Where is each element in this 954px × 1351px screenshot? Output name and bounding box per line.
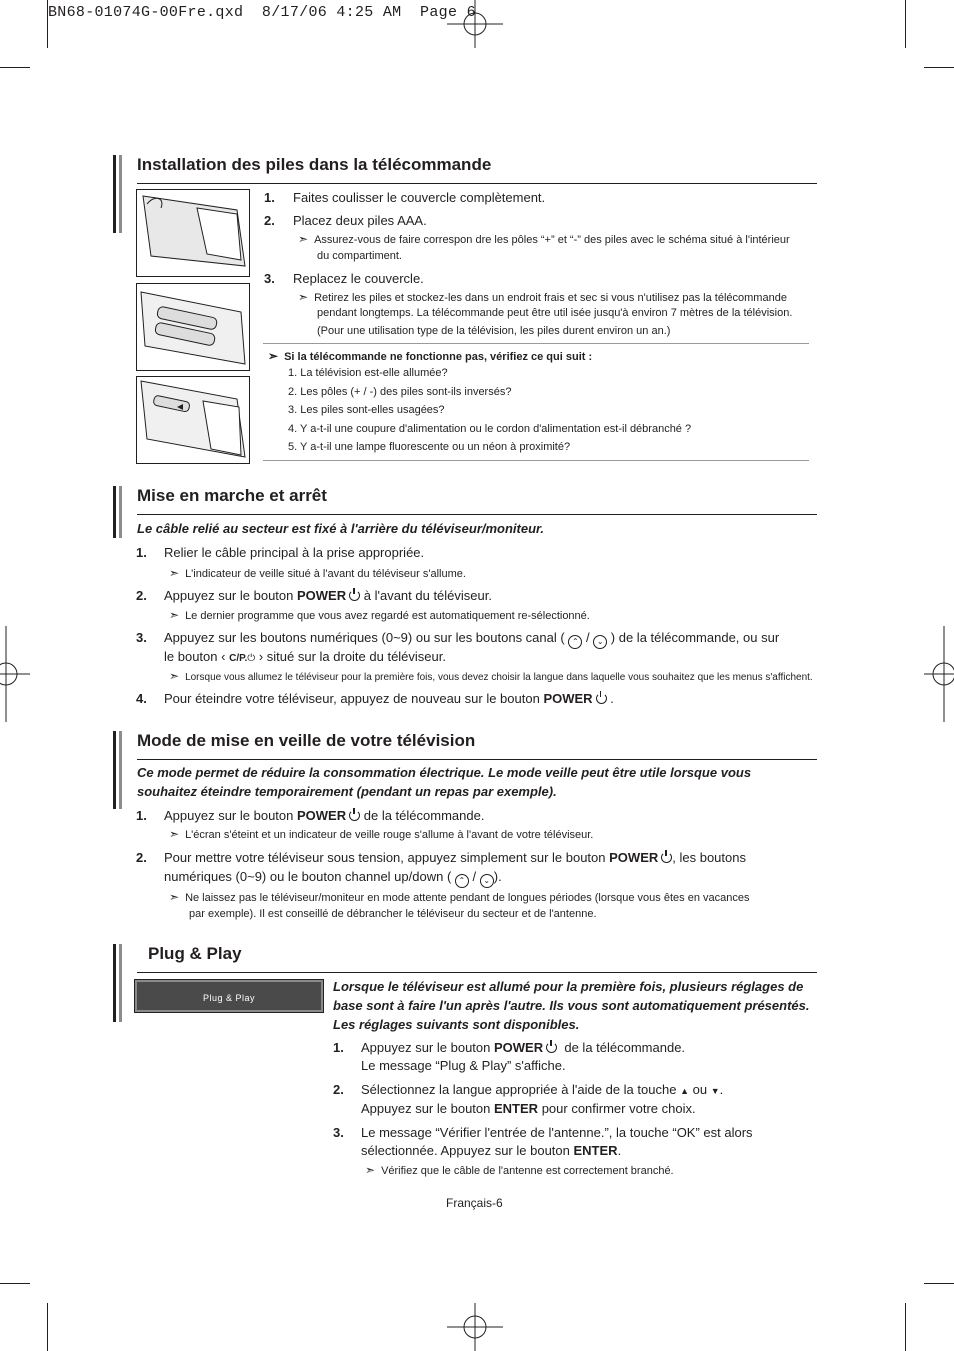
power-icon xyxy=(661,852,672,863)
section-bar xyxy=(119,944,122,1022)
crop-mark xyxy=(924,1283,954,1284)
crop-mark xyxy=(905,1303,906,1351)
step-text: Le message “Plug & Play” s'affiche. xyxy=(361,1058,566,1073)
note: (Pour une utilisation type de la télévision, les piles durent environ un an.) xyxy=(317,325,671,337)
channel-up-icon: ⌃ xyxy=(568,635,582,649)
step-number: 1. xyxy=(333,1040,344,1055)
crop-mark xyxy=(905,0,906,48)
note: ➣ L'écran s'éteint et un indicateur de veille rouge s'allume à l'avant de votre téléviseur. xyxy=(169,827,594,841)
arrow-up-icon: ▲ xyxy=(680,1086,689,1096)
section-rule xyxy=(137,972,817,973)
step-text: le bouton ‹ C/P.⏻ › situé sur la droite du téléviseur. xyxy=(164,649,446,664)
note-arrow-icon: ➣ xyxy=(268,349,279,363)
section-bar xyxy=(119,486,122,538)
step-text: Placez deux piles AAA. xyxy=(293,213,427,228)
crop-mark xyxy=(47,1303,48,1351)
power-icon xyxy=(546,1042,557,1053)
power-icon xyxy=(596,693,607,704)
section-rule xyxy=(137,183,817,184)
step-number: 4. xyxy=(136,691,147,706)
step-number: 3. xyxy=(333,1125,344,1140)
file-header: BN68-01074G-00Fre.qxd 8/17/06 4:25 AM Page 6 xyxy=(48,4,476,21)
section-intro: Le câble relié au secteur est fixé à l'arrière du téléviseur/moniteur. xyxy=(137,521,544,536)
step-text: Faites coulisser le couvercle complètement. xyxy=(293,190,546,205)
section-intro: Lorsque le téléviseur est allumé pour la première fois, plusieurs réglages de xyxy=(333,979,804,994)
step-number: 1. xyxy=(264,190,275,205)
step-text: Sélectionnez la langue appropriée à l'aide de la touche ▲ ou ▼. xyxy=(361,1082,724,1097)
note: ➣ Ne laissez pas le téléviseur/moniteur en mode attente pendant de longues périodes (lorsque vous êtes en vacances xyxy=(169,890,750,904)
note-arrow-icon: ➣ xyxy=(298,290,309,304)
power-icon xyxy=(349,810,360,821)
note-arrow-icon: ➣ xyxy=(169,566,180,580)
note: ➣ Retirez les piles et stockez-les dans un endroit frais et sec si vous n'utilisez pas la télécommande xyxy=(298,290,787,304)
trouble-item: 2. Les pôles (+ / -) des piles sont-ils inversés? xyxy=(288,386,512,398)
channel-down-icon: ⌄ xyxy=(593,635,607,649)
note: du compartiment. xyxy=(317,250,402,262)
note: ➣ Assurez-vous de faire correspon dre les pôles “+” et “-” des piles avec le schéma situé à l'intérieur xyxy=(298,232,790,246)
section-bar xyxy=(113,731,116,809)
registration-mark-icon xyxy=(0,626,30,722)
step-number: 2. xyxy=(264,213,275,228)
section-bar xyxy=(119,731,122,809)
step-text: Relier le câble principal à la prise appropriée. xyxy=(164,545,425,560)
step-text: numériques (0~9) ou le bouton channel up/down ( ⌃ / ⌄ ). xyxy=(164,869,502,888)
channel-down-icon: ⌄ xyxy=(480,874,494,888)
section-intro: souhaitez éteindre temporairement (pendant un repas par exemple). xyxy=(137,784,557,799)
step-number: 2. xyxy=(136,850,147,865)
section-bar xyxy=(113,486,116,538)
note-arrow-icon: ➣ xyxy=(169,669,180,683)
section-bar xyxy=(113,155,116,233)
section-title: Mise en marche et arrêt xyxy=(137,486,327,505)
crop-mark xyxy=(0,1283,30,1284)
note-arrow-icon: ➣ xyxy=(169,827,180,841)
registration-mark-icon xyxy=(447,0,503,48)
step-text: Appuyez sur les boutons numériques (0~9) ou sur les boutons canal ( ⌃ / ⌄ ) de la télécommande, ou sur xyxy=(164,630,779,649)
power-small-icon: ⏻ xyxy=(247,653,256,664)
note-arrow-icon: ➣ xyxy=(169,890,180,904)
step-number: 3. xyxy=(136,630,147,645)
trouble-item: 5. Y a-t-il une lampe fluorescente ou un néon à proximité? xyxy=(288,441,571,453)
note: pendant longtemps. La télécommande peut être util isée jusqu'à environ 7 mètres de la télévision. xyxy=(317,307,793,319)
note: ➣ L'indicateur de veille situé à l'avant du téléviseur s'allume. xyxy=(169,566,466,580)
chevron-right-icon: › xyxy=(258,649,264,664)
section-bar xyxy=(119,155,122,233)
note: ➣ Lorsque vous allumez le téléviseur pour la première fois, vous devez choisir la langue dans laquelle vous souhaitez que les menus s'affichent. xyxy=(169,669,813,683)
crop-mark xyxy=(924,67,954,68)
page-footer: Français-6 xyxy=(446,1196,503,1210)
step-text: Le message “Vérifier l'entrée de l'antenne.”, la touche “OK” est alors xyxy=(361,1125,753,1140)
step-number: 3. xyxy=(264,271,275,286)
section-rule xyxy=(137,514,817,515)
box-rule xyxy=(263,460,809,461)
note-arrow-icon: ➣ xyxy=(365,1163,376,1177)
trouble-item: 3. Les piles sont-elles usagées? xyxy=(288,404,445,416)
step-text: Appuyez sur le bouton POWER de la télécommande. xyxy=(361,1040,686,1055)
channel-up-icon: ⌃ xyxy=(455,874,469,888)
crop-mark xyxy=(47,0,48,48)
box-rule xyxy=(263,343,809,344)
power-icon xyxy=(349,590,360,601)
note: ➣ Le dernier programme que vous avez regardé est automatiquement re-sélectionné. xyxy=(169,608,590,622)
step-number: 1. xyxy=(136,808,147,823)
note: par exemple). Il est conseillé de débrancher le téléviseur du secteur et de l'antenne. xyxy=(189,908,597,920)
remote-batteries-illustration xyxy=(136,283,250,371)
step-number: 2. xyxy=(136,588,147,603)
crop-mark xyxy=(0,67,30,68)
arrow-down-icon: ▼ xyxy=(710,1086,720,1096)
note: ➣ Vérifiez que le câble de l'antenne est correctement branché. xyxy=(365,1163,674,1177)
registration-mark-icon xyxy=(447,1303,503,1351)
remote-close-cover-illustration xyxy=(136,376,250,464)
section-bar xyxy=(113,944,116,1022)
step-text: Appuyez sur le bouton POWER à l'avant du téléviseur. xyxy=(164,588,492,603)
note-arrow-icon: ➣ xyxy=(298,232,309,246)
step-number: 2. xyxy=(333,1082,344,1097)
plug-and-play-menu-button: Plug & Play xyxy=(134,979,324,1013)
step-text: Pour mettre votre téléviseur sous tension, appuyez simplement sur le bouton POWER , les boutons xyxy=(164,850,746,865)
section-intro: Ce mode permet de réduire la consommation électrique. Le mode veille peut être utile lorsque vous xyxy=(137,765,752,780)
section-title: Plug & Play xyxy=(148,944,242,963)
step-text: Appuyez sur le bouton ENTER pour confirmer votre choix. xyxy=(361,1101,696,1116)
remote-cover-illustration xyxy=(136,189,250,277)
registration-mark-icon xyxy=(924,626,954,722)
trouble-title: ➣ Si la télécommande ne fonctionne pas, vérifiez ce qui suit : xyxy=(268,349,593,363)
step-number: 1. xyxy=(136,545,147,560)
section-title: Installation des piles dans la télécommande xyxy=(137,155,492,174)
section-intro: Les réglages suivants sont disponibles. xyxy=(333,1017,580,1032)
chevron-left-icon: ‹ xyxy=(221,649,226,664)
section-intro: base sont à faire l'un après l'autre. Ils vous sont automatiquement présentés. xyxy=(333,998,810,1013)
step-text: sélectionnée. Appuyez sur le bouton ENTER. xyxy=(361,1143,622,1158)
section-rule xyxy=(137,759,817,760)
trouble-item: 1. La télévision est-elle allumée? xyxy=(288,367,448,379)
trouble-item: 4. Y a-t-il une coupure d'alimentation ou le cordon d'alimentation est-il débranché ? xyxy=(288,423,692,435)
section-title: Mode de mise en veille de votre télévision xyxy=(137,731,476,750)
step-text: Pour éteindre votre téléviseur, appuyez de nouveau sur le bouton POWER . xyxy=(164,691,614,706)
step-text: Replacez le couvercle. xyxy=(293,271,424,286)
step-text: Appuyez sur le bouton POWER de la télécommande. xyxy=(164,808,485,823)
note-arrow-icon: ➣ xyxy=(169,608,180,622)
